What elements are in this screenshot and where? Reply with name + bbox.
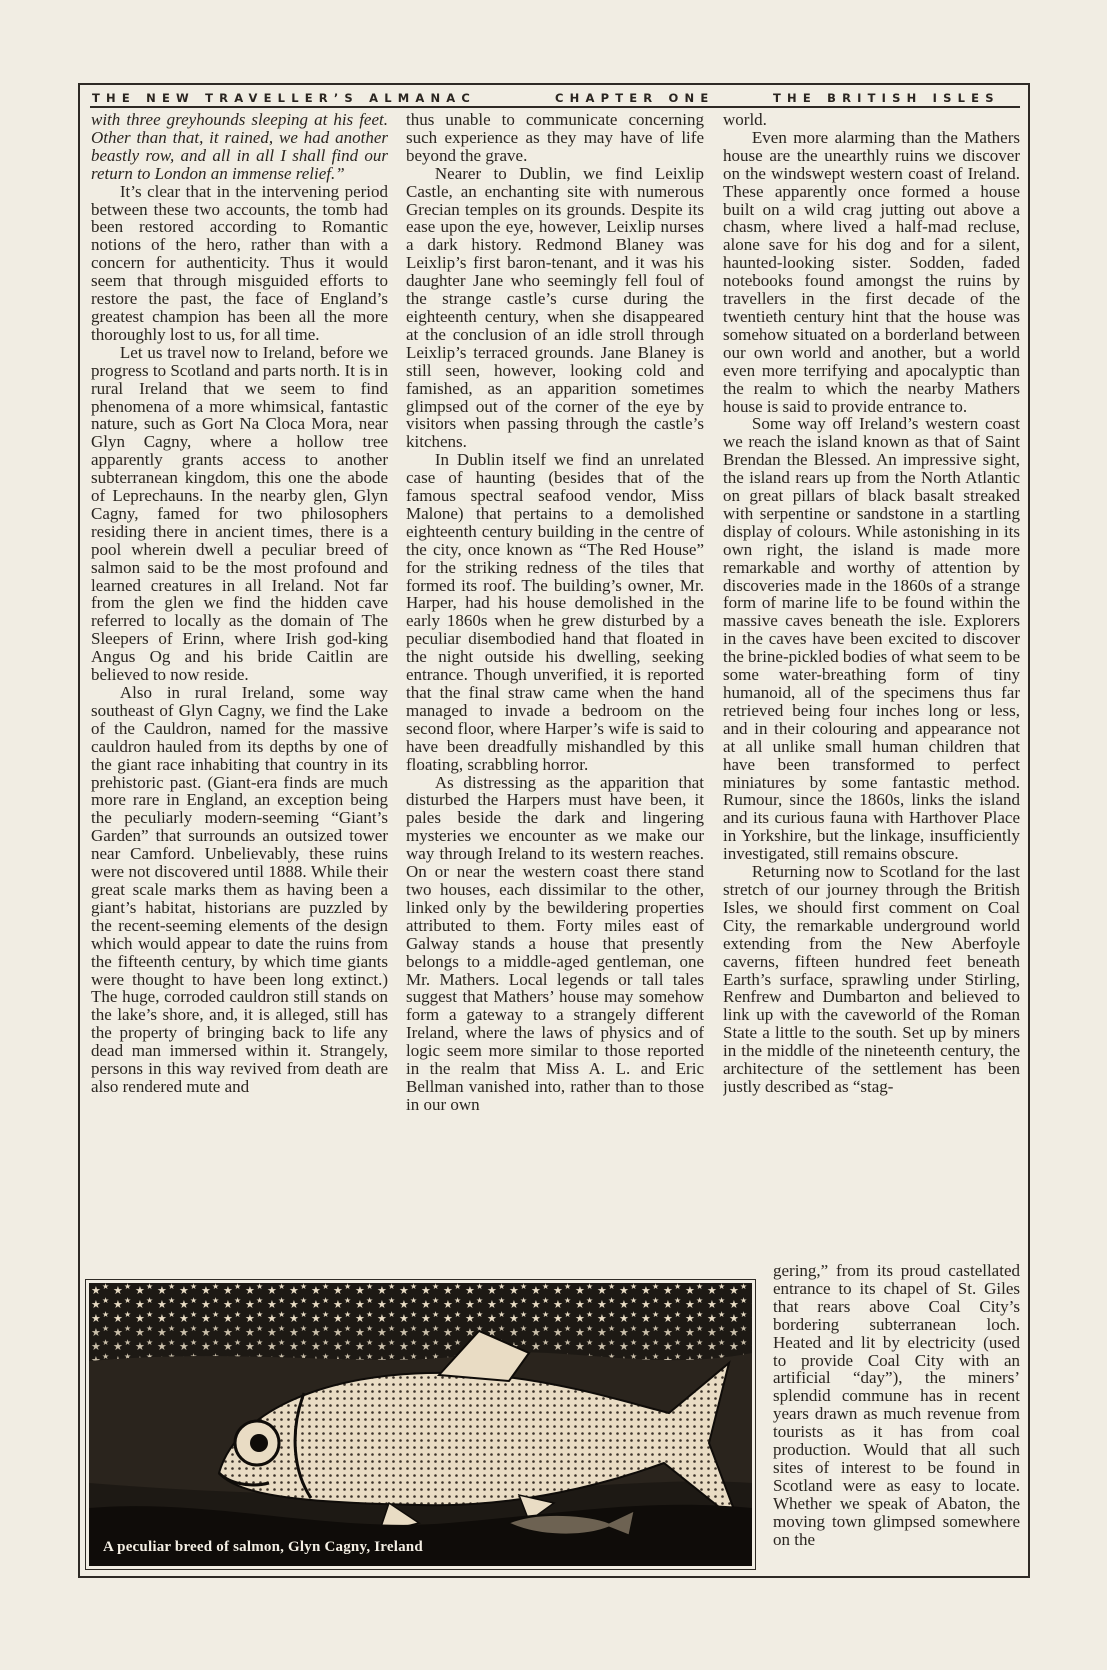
paragraph: world. bbox=[723, 111, 767, 129]
text-column-3-continued bbox=[773, 1262, 1020, 1572]
paragraph: In Dublin itself we find an unrelated case of haunting (besides that of the famous spectral seafood vendor, Miss Malone) that pertains to a demolished eighteenth century building in the centre of the city, once known as “The Red House” for the striking redness of the tiles that formed its roof. The building’s owner, Mr. Harper, had his house demolished in the early 1860s when he grew disturbed by a peculiar disembodied hand that floated in the night outside his dwelling, seeking entrance. Though unverified, it is reported that the final straw came when the hand managed to invade a bedroom on the second floor, where Harper’s wife is said to have been dreadfully mishandled by this floating, scrabbling horror. bbox=[406, 450, 704, 774]
paragraph: Let us travel now to Ireland, before we progress to Scotland and parts north. It is in rural Ireland that we seem to find phenomena of a more whimsical, fantastic nature, such as Gort Na Cloca Mora, near Glyn Cagny, where a hollow tree apparently grants access to another subterranean kingdom, this one the abode of Leprechauns. In the nearby glen, Glyn Cagny, famed for two philosophers residing there in ancient times, there is a pool wherein dwell a peculiar breed of salmon said to be the most profound and learned creatures in all Ireland. Not far from the glen we find the hidden cave referred to locally as the domain of The Sleepers of Erinn, where Irish god-king Angus Og and his bride Caitlin are believed to now reside. bbox=[91, 342, 388, 685]
paragraph: Some way off Ireland’s western coast we reach the island known as that of Saint Brendan the Blessed. An impressive sight, the island rears up from the North Atlantic on great pillars of black basalt streaked with serpentine or sandstone in a startling display of colours. While astonishing in its own right, the island is made more remarkable and worthy of attention by discoveries made in the 1860s of a strange form of marine life to be found within the massive caves beneath the isle. Explorers in the caves have been excited to discover the brine-pickled bodies of what seem to be some water-breathing form of tiny humanoid, all of the specimens thus far retrieved being four inches long or less, and in their colouring and appearance not at all unlike small human children that have been transformed to perfect miniatures by some fantastic method. Rumour, since the 1860s, links the island and its curious fauna with Harthover Place in Yorkshire, but the linkage, insufficiently investigated, still remains obscure. bbox=[723, 414, 1020, 864]
paragraph: Nearer to Dublin, we find Leixlip Castle, an enchanting site with numerous Grecian temples on its grounds. Despite its ease upon the eye, however, Leixlip nurses a dark history. Redmond Blaney was Leixlip’s first baron-tenant, and it was his daughter Jane who seemingly fell foul of the strange castle’s curse during the eighteenth century, when she disappeared at the conclusion of an idle stroll through Leixlip’s terraced grounds. Jane Blaney is still seen, however, looking cold and famished, as an apparition sometimes glimpsed out of the corner of the eye by visitors when passing through the castle’s kitchens. bbox=[406, 163, 704, 452]
paragraph: Returning now to Scotland for the last stretch of our journey through the British Isles, we should first comment on Coal City, the remarkable underground world extending from the New Aberfoyle caverns, fifteen hundred feet beneath Earth’s surface, sprawling under Stirling, Renfrew and Dumbarton and believed to link up with the caveworld of the Roman State a little to the south. Set up by miners in the middle of the nineteenth century, the architecture of the settlement has been justly described as “stag- bbox=[723, 862, 1020, 1096]
text-column-2 bbox=[406, 111, 704, 1271]
figure-caption: A peculiar breed of salmon, Glyn Cagny, Ireland bbox=[103, 1539, 423, 1555]
header-book-title: THE NEW TRAVELLER’S ALMANAC bbox=[92, 91, 477, 105]
salmon-figure bbox=[89, 1283, 752, 1566]
paragraph: gering,” from its proud castellated entrance to its chapel of St. Giles that rears above Coal City’s bordering subterranean loch. Heated and lit by electricity (used to provide Coal City with an artificial “day”), the miners’ splendid commune has in recent years drawn as much revenue from tourists as it has from coal production. Would that all such sites of interest to be found in Scotland were as easy to locate. Whether we speak of Abaton, the moving town glimpsed somewhere on the bbox=[773, 1262, 1020, 1549]
header-chapter: CHAPTER ONE bbox=[555, 91, 715, 105]
paragraph: with three greyhounds sleeping at his feet. Other than that, it rained, we had another beastly row, and all in all I shall find our return to London an immense relief.” bbox=[91, 111, 388, 183]
text-column-3 bbox=[723, 111, 1020, 1262]
paragraph: Also in rural Ireland, some way southeast of Glyn Cagny, we find the Lake of the Cauldron, named for the massive cauldron hauled from its depths by one of the giant race inhabiting that country in its prehistoric past. (Giant-era finds are much more rare in England, an exception being the peculiarly modern-seeming “Giant’s Garden” that surrounds an outsized tower near Camford. Unbelievably, these ruins were not discovered until 1888. While their great scale marks them as having been a giant’s habitat, historians are puzzled by the recent-seeming elements of the design which would appear to date the ruins from the fifteenth century, by which time giants were thought to have been long extinct.) The huge, corroded cauldron still stands on the lake’s shore, and, it is alleged, still has the property of bringing back to life any dead man immersed within it. Strangely, persons in this way revived from death are also rendered mute and bbox=[91, 683, 388, 1096]
salmon-illustration-icon bbox=[89, 1283, 752, 1566]
header-section: THE BRITISH ISLES bbox=[773, 91, 1000, 105]
text-column-1 bbox=[91, 111, 388, 1271]
paragraph: It’s clear that in the intervening period between these two accounts, the tomb had been restored according to Romantic notions of the hero, rather than with a concern for authenticity. Thus it would seem that through misguided efforts to restore the past, the face of England’s greatest champion has been all the more thoroughly lost to us, for all time. bbox=[91, 181, 388, 344]
paragraph: thus unable to communicate concerning such experience as they may have of life beyond the grave. bbox=[406, 111, 704, 165]
header-rule bbox=[90, 106, 1020, 108]
paragraph: Even more alarming than the Mathers house are the unearthly ruins we discover on the windswept western coast of Ireland. These apparently once formed a house built on a wild crag jutting out above a chasm, where lived a half-mad recluse, alone save for his dog and for a silent, haunted-looking sister. Sodden, faded notebooks found amongst the ruins by travellers in the first decade of the twentieth century hint that the house was somehow situated on a borderland between our own world and another, but a world even more terrifying and apocalyptic than the realm to which the nearby Mathers house is said to provide entrance to. bbox=[723, 127, 1020, 416]
paragraph: As distressing as the apparition that disturbed the Harpers must have been, it pales beside the dark and lingering mysteries we encounter as we make our way through Ireland to its western reaches. On or near the western coast there stand two houses, each dissimilar to the other, linked only by the bewildering properties attributed to them. Forty miles east of Galway stands a house that presently belongs to a middle-aged gentleman, one Mr. Mathers. Local legends or tall tales suggest that Mathers’ house may somehow form a gateway to a strangely different Ireland, where the laws of physics and of logic seem more similar to those reported in the realm that Miss A. L. and Eric Bellman vanished into, rather than to those in our own bbox=[406, 772, 704, 1114]
